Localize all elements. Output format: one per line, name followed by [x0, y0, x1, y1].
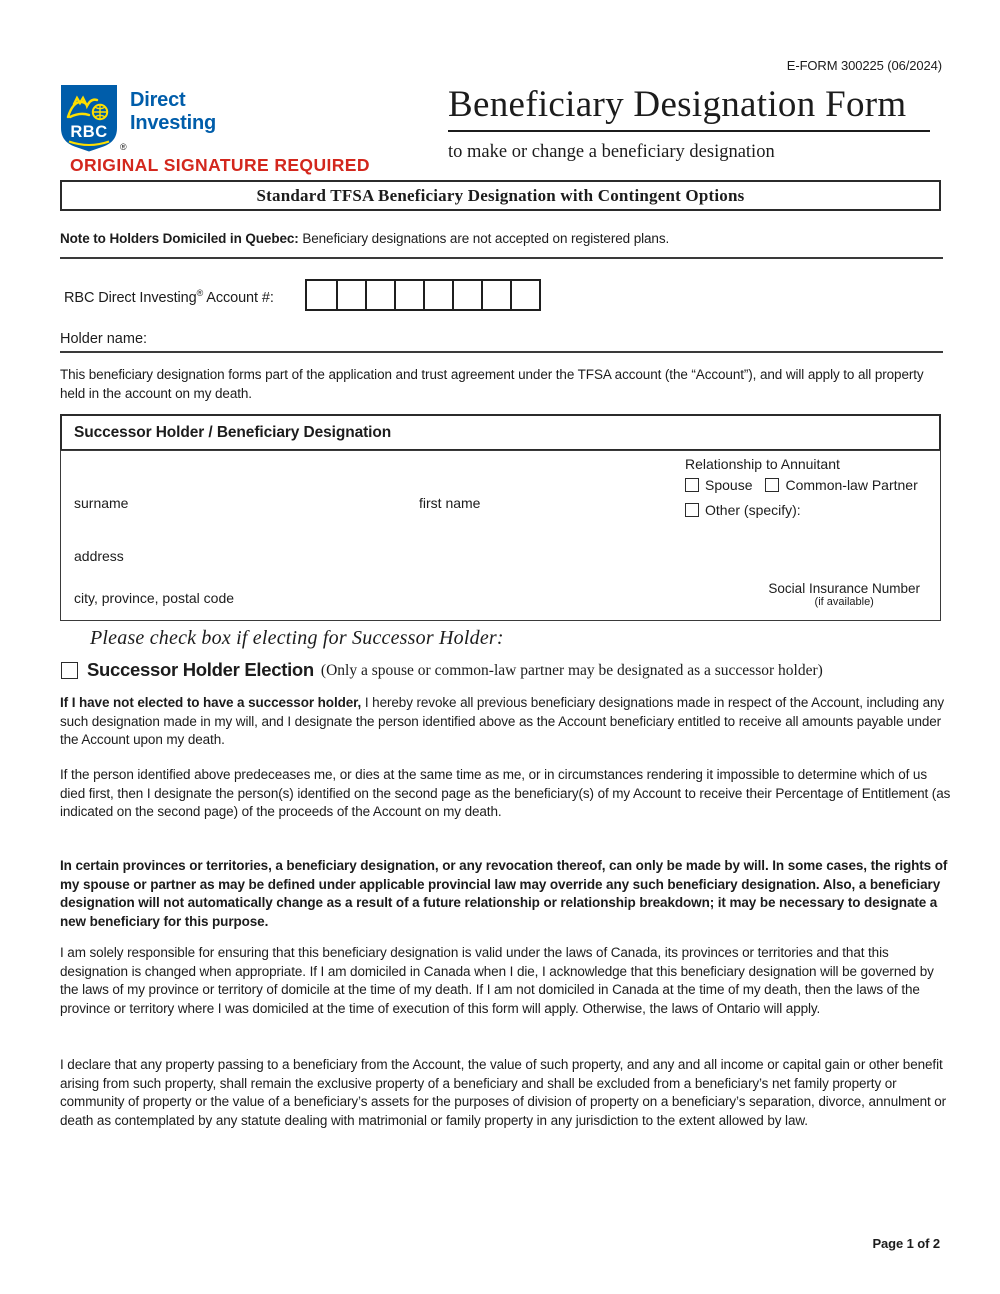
account-number-input[interactable] [305, 279, 541, 311]
holder-name-label: Holder name: [60, 331, 148, 347]
paragraph-provinces-warning: In certain provinces or territories, a beneficiary designation, or any revocation thereof, can only be made by will. In some cases, the rights of my spouse or partner as may be defined under applicable provincial law may override any such beneficiary designation. Also, a beneficiary designation will not automatically change as a result of a future relationship or relationship breakdown; it may be necessary to designate a new beneficiary for this purpose. [60, 858, 948, 929]
account-number-label [64, 288, 274, 306]
first-name-label: first name [419, 495, 481, 511]
election-instruction: Please check box if electing for Successor Holder: [90, 627, 504, 649]
account-registered-mark: ® [196, 288, 204, 298]
common-law-partner-checkbox[interactable] [765, 478, 779, 492]
rbc-shield-logo-icon [60, 84, 118, 157]
successor-holder-election-row [61, 659, 823, 681]
paragraph-no-successor [60, 694, 952, 750]
logo-word-line1: Direct [130, 89, 186, 111]
city-province-postal-label: city, province, postal code [74, 590, 235, 606]
quebec-note-lead: Note to Holders Domiciled in Quebec: [60, 231, 299, 246]
eform-number: E-FORM 300225 (06/2024) [786, 58, 942, 73]
paragraph-no-successor-lead: If I have not elected to have a successor holder, [60, 695, 362, 710]
svg-text:RBC: RBC [70, 123, 108, 141]
paragraph-responsibility: I am solely responsible for ensuring that this beneficiary designation is valid under the laws of Canada, its provinces or territories and that this designation is changed when appropriate. If I am domiciled in Canada when I die, I acknowledge that this beneficiary designation will be governed by the laws of my province or territory of domicile at the time of my death. If I am not domiciled in Canada at the time of my death, then the laws of the province or territory where I was domiciled at the time of execution of this form will apply. Otherwise, the laws of Ontario will apply. [60, 945, 934, 1016]
account-digit-cell[interactable] [510, 281, 539, 309]
relationship-row-2 [685, 502, 801, 518]
other-label: Other (specify): [705, 502, 801, 518]
common-law-partner-label: Common-law Partner [785, 477, 918, 493]
account-digit-cell[interactable] [481, 281, 510, 309]
relationship-label: Relationship to Annuitant [685, 456, 840, 472]
quebec-note-text: Beneficiary designations are not accepted on registered plans. [298, 231, 670, 246]
page-title: Beneficiary Designation Form [448, 84, 907, 125]
spouse-label: Spouse [705, 477, 753, 493]
surname-label: surname [74, 495, 129, 511]
logo-wordmark [130, 89, 216, 135]
sin-availability-note: (if available) [814, 596, 874, 608]
page-number: Page 1 of 2 [872, 1236, 940, 1251]
sin-label: Social Insurance Number [768, 581, 920, 596]
account-label-suffix: Account #: [203, 289, 274, 306]
title-divider [448, 130, 930, 132]
successor-holder-election-note: (Only a spouse or common-law partner may be designated as a successor holder) [320, 662, 823, 679]
paragraph-no-successor-rest: I hereby revoke all previous beneficiary designations made in respect of the Account, including any such designation made in my will, and I designate the person identified above as the Account beneficiary entitled to receive all amounts payable under the Account upon my death. [60, 695, 945, 748]
address-label: address [74, 548, 124, 564]
designation-fields-box [60, 450, 941, 621]
spouse-checkbox[interactable] [685, 478, 699, 492]
form-type-banner: Standard TFSA Beneficiary Designation with Contingent Options [60, 180, 941, 211]
logo-registered-mark: ® [120, 142, 127, 152]
logo-word-line2: Investing [130, 112, 216, 134]
designation-section-header: Successor Holder / Beneficiary Designation [60, 414, 941, 451]
original-signature-required-notice: ORIGINAL SIGNATURE REQUIRED [70, 155, 370, 175]
paragraph-declaration: I declare that any property passing to a beneficiary from the Account, the value of such property, and any and all income or capital gain or other benefit arising from such property, shall remain the exclusive property of a beneficiary and shall be excluded from a beneficiary’s net family property or community of property or the value of a beneficiary’s assets for the purposes of division of property on a beneficiary’s separation, divorce, annulment or death as contemplated by any statute dealing with matrimonial or family property in any jurisdiction to the extent allowed by law. [60, 1057, 947, 1128]
quebec-note [60, 231, 669, 246]
account-digit-cell[interactable] [452, 281, 481, 309]
account-digit-cell[interactable] [365, 281, 394, 309]
section-divider [60, 257, 943, 259]
paragraph-predecease: If the person identified above predeceases me, or dies at the same time as me, or in circumstances rendering it impossible to determine which of us died first, then I designate the person(s) identified on the second page as the beneficiary(s) of my Account to receive their Percentage of Entitlement (as indicated on the second page) of the proceeds of the Account on my death. [60, 767, 951, 820]
account-label-prefix: RBC Direct Investing [64, 289, 197, 306]
account-digit-cell[interactable] [423, 281, 452, 309]
page-subtitle: to make or change a beneficiary designation [448, 141, 775, 162]
account-digit-cell[interactable] [394, 281, 423, 309]
title-block [448, 84, 930, 163]
other-checkbox[interactable] [685, 503, 699, 517]
successor-holder-election-checkbox[interactable] [61, 662, 78, 679]
account-digit-cell[interactable] [336, 281, 365, 309]
relationship-row-1 [685, 477, 918, 493]
intro-paragraph: This beneficiary designation forms part of the application and trust agreement under the TFSA account (the “Account”), and will apply to all property held in the account on my death. [60, 367, 924, 401]
sin-block [768, 581, 920, 608]
successor-holder-election-label: Successor Holder Election [87, 659, 314, 680]
holder-name-field[interactable] [60, 331, 943, 353]
account-digit-cell[interactable] [307, 281, 336, 309]
